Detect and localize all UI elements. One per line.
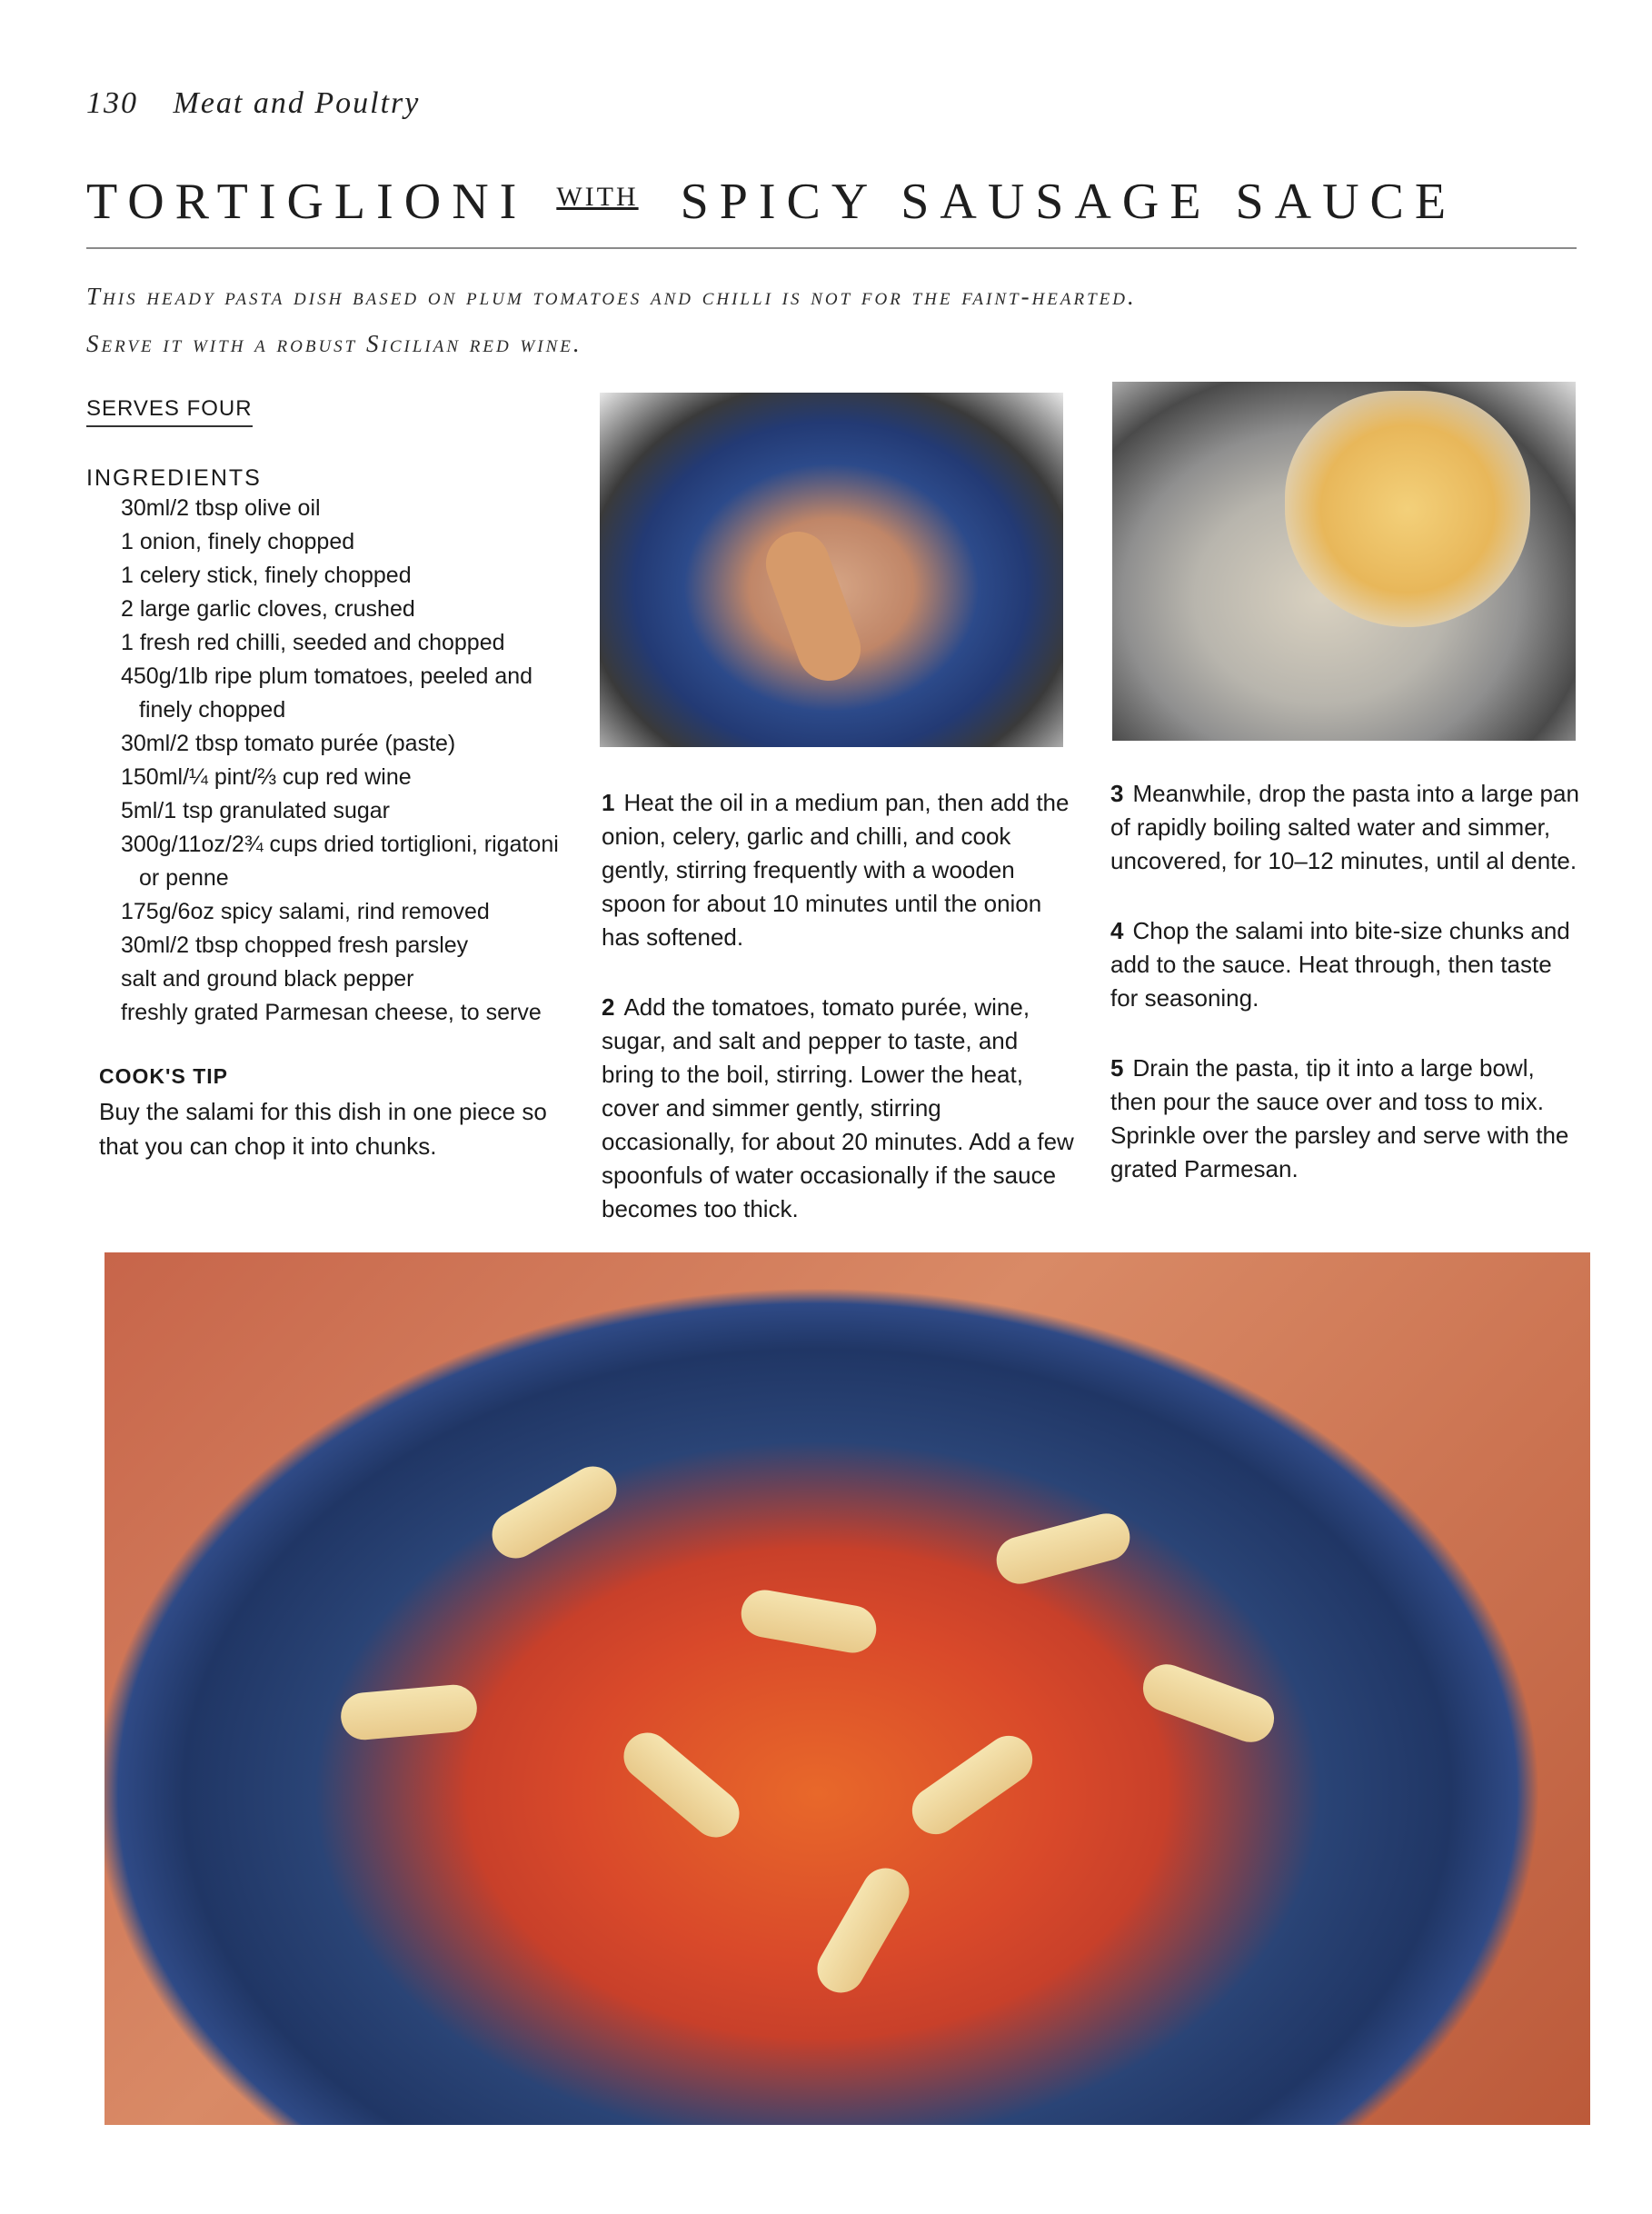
- pasta-bowl-shape: [1285, 391, 1530, 627]
- title-part-1: TORTIGLIONI: [86, 174, 528, 230]
- ingredient-item: 1 onion, finely chopped: [121, 529, 355, 554]
- running-head: [86, 86, 420, 121]
- step-number: 5: [1110, 1054, 1124, 1082]
- method-step: [1110, 914, 1583, 1015]
- intro-line-1: This heady pasta dish based on plum tomatoes and chilli is not for the faint-hearted.: [86, 283, 1137, 310]
- ingredient-item: 5ml/1 tsp granulated sugar: [121, 798, 391, 823]
- step-text: Heat the oil in a medium pan, then add the onion, celery, garlic and chilli, and cook gently, stirring frequently with a wooden spoon for about 10 minutes until the onion has softened.: [602, 789, 1070, 951]
- intro-line-2: Serve it with a robust Sicilian red wine.: [86, 330, 582, 357]
- pasta-piece-shape: [1137, 1658, 1281, 1749]
- step-text: Chop the salami into bite-size chunks and add to the sauce. Heat through, then taste for seasoning.: [1110, 917, 1570, 1012]
- ingredients-list: [86, 492, 577, 1030]
- method-step: [602, 786, 1074, 954]
- recipe-title: [86, 173, 1457, 231]
- step-text: Meanwhile, drop the pasta into a large pan of rapidly boiling salted water and simmer, uncovered, for 10–12 minutes, until al dente.: [1110, 780, 1579, 874]
- pasta-piece-shape: [614, 1723, 749, 1847]
- ingredients-heading: INGREDIENTS: [86, 465, 262, 491]
- page-number: 130: [86, 86, 138, 120]
- cooks-tip-text: Buy the salami for this dish in one piece so that you can chop it into chunks.: [99, 1098, 547, 1160]
- ingredient-item: 175g/6oz spicy salami, rind removed: [121, 899, 490, 924]
- title-with: WITH: [556, 182, 639, 212]
- step-photo-sauce-pan: [600, 393, 1063, 747]
- ingredient-item: 300g/11oz/2¾ cups dried tortiglioni, rigatoni or penne: [121, 832, 559, 891]
- step-number: 1: [602, 789, 615, 816]
- ingredient-item: 150ml/¼ pint/⅔ cup red wine: [121, 764, 412, 790]
- ingredient-item: 1 fresh red chilli, seeded and chopped: [121, 630, 505, 655]
- ingredient-item: 30ml/2 tbsp tomato purée (paste): [121, 731, 456, 756]
- method-step: [602, 991, 1074, 1226]
- section-title: Meat and Poultry: [173, 86, 421, 120]
- ingredient-item: 30ml/2 tbsp chopped fresh parsley: [121, 932, 469, 958]
- step-photo-pasta-pan: [1112, 382, 1576, 741]
- ingredient-item: 30ml/2 tbsp olive oil: [121, 495, 321, 521]
- ingredient-item: 1 celery stick, finely chopped: [121, 563, 412, 588]
- wooden-spoon-shape: [757, 523, 870, 690]
- ingredient-item: 2 large garlic cloves, crushed: [121, 596, 415, 622]
- step-text: Add the tomatoes, tomato purée, wine, sugar, and salt and pepper to taste, and bring to the boil, stirring. Lower the heat, cover and simmer gently, stirring occasionally, for about 20 minutes. Add a few spoonfuls of water occasionally if the sauce becomes too thick.: [602, 993, 1074, 1222]
- step-text: Drain the pasta, tip it into a large bowl, then pour the sauce over and toss to mix. Sprinkle over the parsley and serve with the grated Parmesan.: [1110, 1054, 1569, 1182]
- title-rule: [86, 247, 1577, 249]
- step-number: 3: [1110, 780, 1124, 807]
- ingredients-column: [86, 395, 577, 1163]
- ingredient-item: freshly grated Parmesan cheese, to serve: [121, 1000, 542, 1025]
- cooks-tip-heading: COOK'S TIP: [99, 1064, 228, 1088]
- step-number: 4: [1110, 917, 1124, 944]
- serves-label: SERVES FOUR: [86, 396, 253, 427]
- recipe-intro: [86, 273, 1577, 367]
- ingredient-item: 450g/1lb ripe plum tomatoes, peeled and finely chopped: [121, 663, 533, 723]
- pasta-piece-shape: [991, 1508, 1135, 1589]
- pasta-piece-shape: [339, 1683, 479, 1742]
- method-column-middle: [602, 786, 1074, 1262]
- ingredient-item: salt and ground black pepper: [121, 966, 414, 992]
- pasta-piece-shape: [809, 1860, 918, 2001]
- method-step: [1110, 1052, 1583, 1186]
- title-part-2: SPICY SAUSAGE SAUCE: [680, 174, 1458, 230]
- method-step: [1110, 777, 1583, 878]
- pasta-piece-shape: [738, 1586, 881, 1656]
- pasta-piece-shape: [483, 1458, 625, 1567]
- pasta-piece-shape: [903, 1727, 1042, 1844]
- method-column-right: [1110, 777, 1583, 1222]
- step-number: 2: [602, 993, 615, 1021]
- finished-dish-photo: [104, 1252, 1590, 2125]
